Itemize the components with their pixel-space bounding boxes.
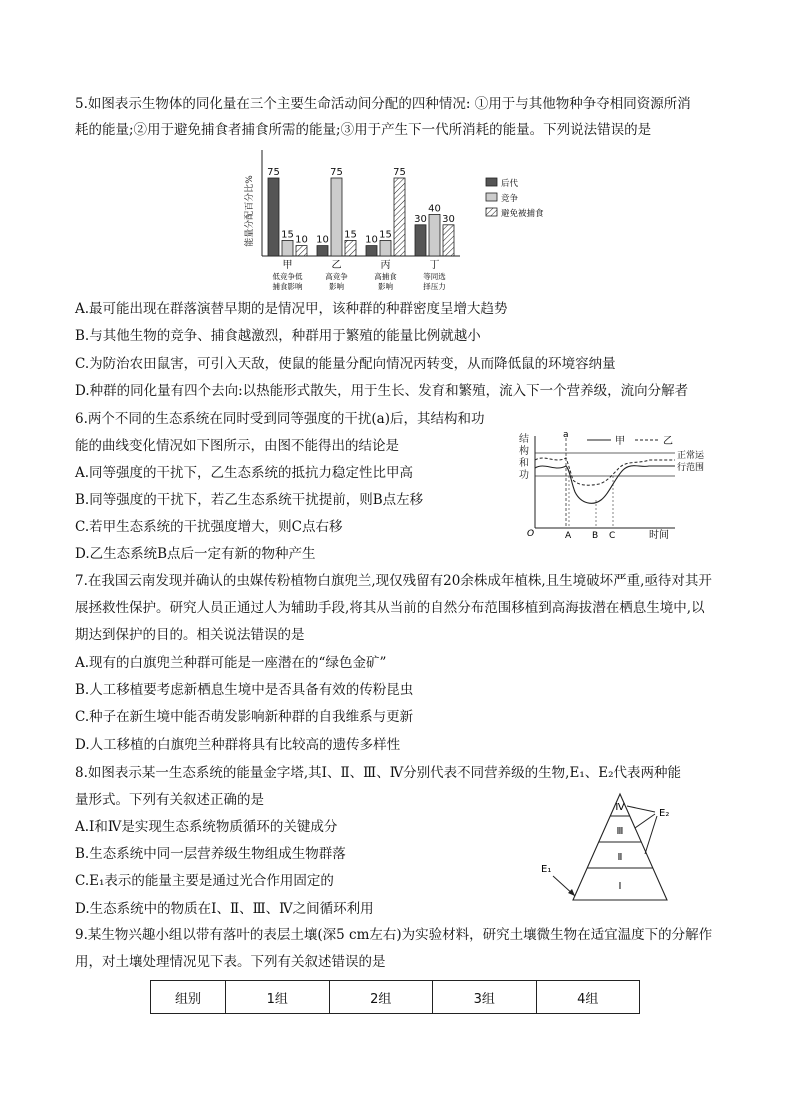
fig6-curve-yi bbox=[535, 458, 675, 485]
fig6-tick-b: B bbox=[592, 531, 599, 540]
e2-label: E₂ bbox=[659, 808, 670, 819]
q8-option-c: C.E₁表示的能量主要是通过光合作用固定的 bbox=[75, 873, 334, 889]
category-label: 丙 bbox=[380, 260, 391, 271]
chart-ylabel: 能量分配百分比% bbox=[245, 175, 255, 247]
table-header-cell: 组别 bbox=[151, 981, 226, 1014]
bar-value-label: 75 bbox=[267, 167, 280, 178]
q8-stem-line2: 量形式。下列有关叙述正确的是 bbox=[75, 792, 264, 808]
legend-swatch bbox=[486, 178, 497, 186]
table-header-cell: 4组 bbox=[536, 981, 640, 1014]
fig6-origin: O bbox=[527, 529, 535, 539]
bar-value-label: 10 bbox=[295, 234, 308, 246]
bar-后代-乙 bbox=[317, 246, 328, 256]
category-note: 影响 bbox=[329, 282, 344, 291]
category-note: 影响 bbox=[378, 282, 393, 291]
e2-arrow-2 bbox=[645, 816, 657, 854]
fig6-xlabel: 时间 bbox=[649, 530, 669, 540]
q5-stem-line2: 耗的能量;②用于避免捕食者捕食所需的能量;③用于产生下一代所消耗的能量。下列说法错误的是 bbox=[75, 122, 652, 138]
bar-竞争-甲 bbox=[282, 240, 293, 256]
q5-option-c: C.为防治农田鼠害，可引入天敌，使鼠的能量分配向情况丙转变，从而降低鼠的环境容纳量 bbox=[75, 356, 616, 372]
q8-option-b: B.生态系统中同一层营养级生物组成生物群落 bbox=[75, 846, 346, 862]
stability-curve-figure bbox=[515, 430, 715, 540]
fig6-tick-c: C bbox=[609, 531, 616, 540]
legend-swatch bbox=[486, 208, 497, 216]
fig6-ylabel: 结构 和功 bbox=[519, 434, 529, 481]
e1-label: E₁ bbox=[541, 864, 552, 875]
q8-option-d: D.生态系统中的物质在Ⅰ、Ⅱ、Ⅲ、Ⅳ之间循环利用 bbox=[75, 901, 374, 917]
bar-value-label: 15 bbox=[281, 229, 294, 241]
category-note: 高捕食 bbox=[374, 272, 397, 281]
category-label: 甲 bbox=[282, 260, 293, 271]
bar-value-label: 75 bbox=[330, 167, 343, 178]
bar-后代-丙 bbox=[366, 246, 377, 256]
pyramid-level-1: Ⅰ bbox=[618, 881, 622, 892]
q7-stem: 7.在我国云南发现并确认的虫媒传粉植物白旗兜兰,现仅残留有20余株成年植株,且生境破坏严重,亟待对其开展拯救性保护。研究人员正通过人为辅助手段,将其从当前的自然分布范围移植到高海拔潜在栖息生境中,以期达到保护的目的。相关说法错误的是 bbox=[75, 573, 712, 643]
category-note: 捕食影响 bbox=[272, 282, 303, 291]
pyramid-level-3: Ⅲ bbox=[616, 826, 624, 837]
bar-value-label: 10 bbox=[365, 234, 378, 246]
bar-竞争-乙 bbox=[331, 178, 342, 256]
category-label: 丁 bbox=[429, 260, 440, 271]
table-header-row bbox=[151, 981, 640, 1014]
q7-option-a: A.现有的白旗兜兰种群可能是一座潜在的“绿色金矿” bbox=[75, 655, 387, 671]
table-header-cell: 1组 bbox=[226, 981, 330, 1014]
bar-竞争-丙 bbox=[380, 240, 391, 256]
bar-避免被捕食-甲 bbox=[296, 246, 307, 256]
table-header-cell: 3组 bbox=[433, 981, 537, 1014]
category-note: 高竞争 bbox=[325, 272, 348, 281]
q9-table bbox=[150, 980, 640, 1014]
legend-swatch bbox=[486, 193, 497, 201]
q7-option-c: C.种子在新生境中能否萌发影响新种群的自我维系与更新 bbox=[75, 709, 414, 725]
category-note: 等同选 bbox=[423, 272, 446, 281]
bar-value-label: 15 bbox=[379, 229, 392, 241]
legend-label: 避免被捕食 bbox=[501, 209, 544, 219]
table-header-cell: 2组 bbox=[329, 981, 433, 1014]
bar-value-label: 30 bbox=[414, 213, 427, 225]
q6-stem-line2: 能的曲线变化情况如下图所示，由图不能得出的结论是 bbox=[75, 438, 399, 454]
pyramid-level-4: Ⅳ bbox=[615, 802, 625, 813]
q5-stem-line1: 5.如图表示生物体的同化量在三个主要生命活动间分配的四种情况: ①用于与其他物种争夺相同资源所消 bbox=[75, 96, 691, 112]
bar-value-label: 30 bbox=[442, 213, 455, 225]
category-label: 乙 bbox=[331, 260, 342, 271]
legend-label: 后代 bbox=[501, 179, 519, 189]
bar-后代-丁 bbox=[415, 225, 426, 256]
fig6-legend-yi: 乙 bbox=[663, 436, 673, 447]
q7-option-d: D.人工移植的白旗兜兰种群将具有比较高的遗传多样性 bbox=[75, 737, 401, 753]
bar-value-label: 15 bbox=[344, 229, 357, 241]
fig6-range-label-2: 行范围 bbox=[677, 463, 705, 473]
fig6-label-a: a bbox=[563, 430, 569, 440]
bar-value-label: 40 bbox=[428, 203, 441, 215]
legend-label: 竞争 bbox=[501, 194, 519, 204]
q5-option-b: B.与其他生物的竞争、捕食越激烈，种群用于繁殖的能量比例就越小 bbox=[75, 328, 481, 344]
bar-避免被捕食-丁 bbox=[443, 225, 454, 256]
bar-value-label: 75 bbox=[393, 167, 406, 178]
q9-stem: 9.某生物兴趣小组以带有落叶的表层土壤(深5 cm左右)为实验材料，研究土壤微生物在适宜温度下的分解作用，对土壤处理情况见下表。下列有关叙述错误的是 bbox=[75, 927, 713, 970]
q6-option-b: B.同等强度的干扰下，若乙生态系统干扰提前，则B点左移 bbox=[75, 492, 424, 508]
energy-allocation-bar-chart bbox=[238, 146, 568, 292]
fig6-legend-jia: 甲 bbox=[615, 436, 625, 447]
q8-option-a: A.Ⅰ和Ⅳ是实现生态系统物质循环的关键成分 bbox=[75, 819, 338, 835]
q5-option-a: A.最可能出现在群落演替早期的是情况甲，该种群的种群密度呈增大趋势 bbox=[75, 301, 508, 317]
q5-option-d: D.种群的同化量有四个去向:以热能形式散失，用于生长、发育和繁殖，流入下一个营养级，流向分解者 bbox=[75, 383, 689, 399]
bar-避免被捕食-丙 bbox=[394, 178, 405, 256]
bar-避免被捕食-乙 bbox=[345, 240, 356, 256]
e2-arrow-3 bbox=[635, 814, 655, 828]
q6-option-d: D.乙生态系统B点后一定有新的物种产生 bbox=[75, 546, 316, 562]
q6-stem-line1: 6.两个不同的生态系统在同时受到同等强度的干扰(a)后，其结构和功 bbox=[75, 411, 485, 427]
q6-option-a: A.同等强度的干扰下，乙生态系统的抵抗力稳定性比甲高 bbox=[75, 465, 414, 481]
q7-option-b: B.人工移植要考虑新栖息生境中是否具备有效的传粉昆虫 bbox=[75, 682, 414, 698]
category-note: 择压力 bbox=[423, 282, 446, 291]
bar-竞争-丁 bbox=[429, 214, 440, 256]
fig6-curve-jia bbox=[535, 466, 675, 504]
pyramid-level-2: Ⅱ bbox=[617, 852, 623, 863]
energy-pyramid-figure bbox=[535, 790, 715, 906]
fig6-range-label-1: 正常运 bbox=[677, 451, 705, 461]
q6-option-c: C.若甲生态系统的干扰强度增大，则C点右移 bbox=[75, 519, 343, 535]
category-note: 低竞争低 bbox=[272, 272, 303, 281]
q8-stem-line1: 8.如图表示某一生态系统的能量金字塔,其Ⅰ、Ⅱ、Ⅲ、Ⅳ分别代表不同营养级的生物,E₁、E₂代表两种能 bbox=[75, 765, 682, 781]
bar-value-label: 10 bbox=[316, 234, 329, 246]
bar-后代-甲 bbox=[268, 178, 279, 256]
e2-arrow-4 bbox=[627, 806, 655, 812]
fig6-tick-a: A bbox=[565, 531, 572, 540]
